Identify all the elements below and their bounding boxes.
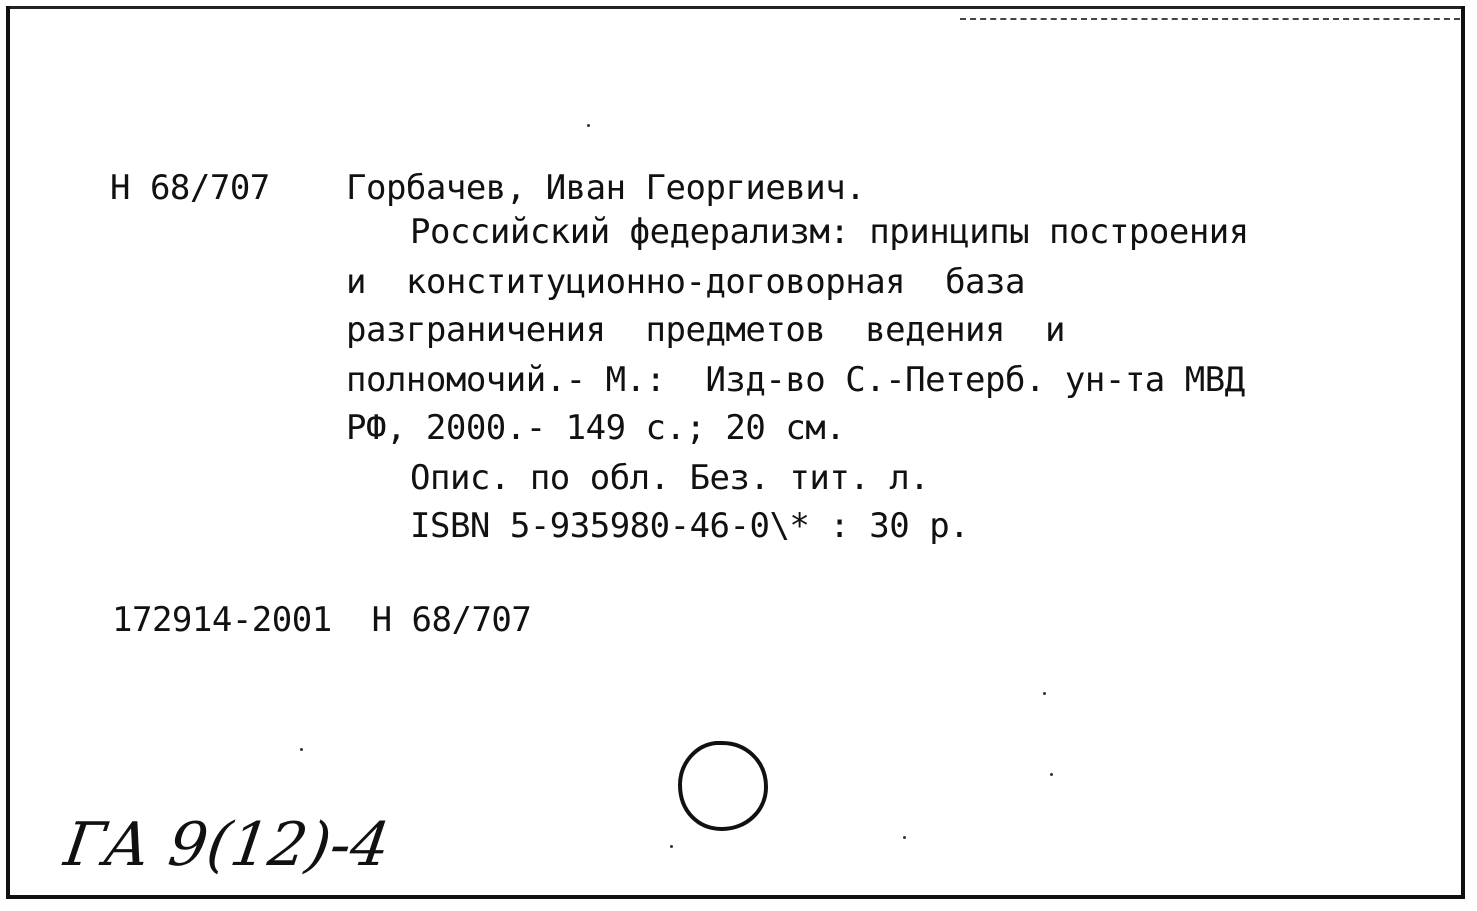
description-note: Опис. по обл. Без. тит. л. — [410, 458, 930, 498]
title-line-3: разграничения предметов ведения и — [346, 310, 1065, 350]
speck-dot — [300, 748, 303, 751]
title-line-1: Российский федерализм: принципы построения — [410, 212, 1249, 252]
isbn-line: ISBN 5-935980-46-0\* : 30 р. — [410, 506, 970, 546]
title-line-2: и конституционно-договорная база — [346, 262, 1025, 302]
speck-dot — [670, 845, 673, 848]
speck-dot — [587, 124, 590, 127]
inventory-number: 172914-2001 Н 68/707 — [112, 600, 532, 640]
title-line-4: полномочий.- М.: Изд-во С.-Петерб. ун-та МВД — [346, 360, 1245, 400]
handwritten-classification: ГА 9(12)-4 — [60, 810, 394, 880]
speck-dot — [903, 836, 906, 839]
title-line-5: РФ, 2000.- 149 с.; 20 см. — [346, 408, 846, 448]
speck-dot — [1050, 773, 1053, 776]
speck-dot — [1043, 692, 1046, 695]
call-number: Н 68/707 — [110, 168, 270, 208]
author-name: Горбачев, Иван Георгиевич. — [346, 168, 866, 208]
punch-hole-circle — [672, 735, 772, 835]
